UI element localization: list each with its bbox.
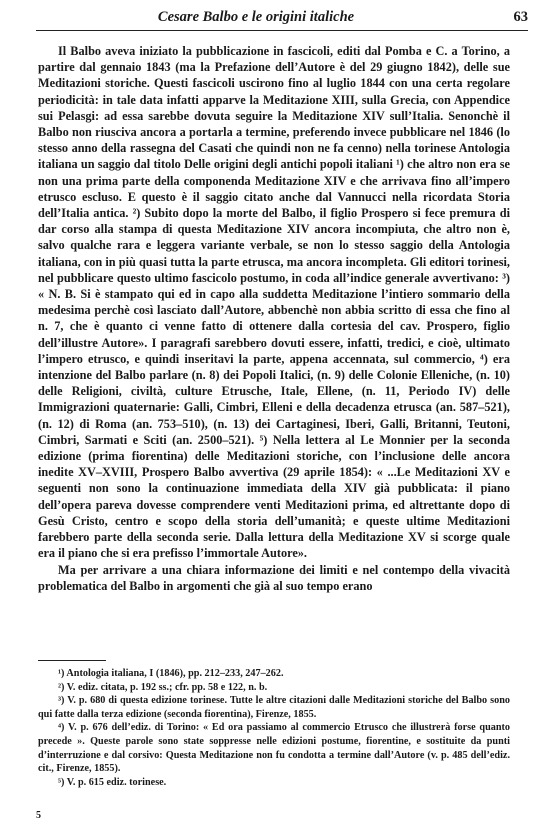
footnote-rule <box>38 660 106 661</box>
footnote-5: ⁵) V. p. 615 ediz. torinese. <box>58 776 167 788</box>
footnotes <box>38 667 510 789</box>
body-text <box>38 43 510 594</box>
signature-mark: 5 <box>36 810 41 821</box>
running-title: Cesare Balbo e le origini italiche <box>157 9 355 25</box>
header-rule <box>36 30 528 31</box>
footnote-4: ⁴) V. p. 676 dell’ediz. di Torino: « Ed ora passiamo al commercio Etrusco che illustrerà forse quanto precede ». Queste parole sono state soppresse nelle edizioni postume, fiorentine, e sostituite da punti d’interruzione e dal corsivo: Questa Meditazione non fu condotta a termine dall’Autore (v. p. 485 dell’ediz. cit., Firenze, 1855). <box>38 722 510 775</box>
page-header <box>36 5 528 27</box>
paragraph-1: Il Balbo aveva iniziato la pubblicazione in fascicoli, editi dal Pomba e C. a Torino, a partire dal gennaio 1843 (ma la Prefazione dell’Autore è del 29 giugno 1842), delle sue Meditazioni storiche. Questi fascicoli uscirono fino al luglio 1844 con una certa regolare periodicità: in tale data infatti apparve la Meditazione XIII, sulla Grecia, con Appendice sui Pelasgi: ad essa sarebbe dovuta seguire la Meditazione XIV sull’Italia. Senonchè il Balbo non riusciva ancora a portarla a termine, preferendo invece pubblicare nel 1846 (lo stesso anno della rassegna del Casati che quindi non ne fa cenno) nella torinese Antologia italiana un saggio dal titolo Delle origini degli antichi popoli italiani ¹) che altro non era se non una prima parte della componenda Meditazione XIV e che arrivava fino all’impero etrusco escluso. E questo è il saggio citato anche dal Vannucci nella ricordata Storia dell’Italia antica. ²) Subito dopo la morte del Balbo, il figlio Prospero si fece premura di dar corso alla stampa di questa Meditazione XIV ancora incompiuta, che altro non è, salvo qualche rara e leggera variante verbale, se non lo stesso saggio della Antologia italiana, con in più quasi tutta la parte etrusca, ma ancora incompleta. Gli editori torinesi, nel pubblicare questo ultimo fascicolo postumo, in coda all’indice generale avvertivano: ³) « N. B. Si è stampato qui ed in capo alla suddetta Meditazione l’intiero sommario della medesima perchè così lasciato dall’Autore, abbenchè non abbia scritto di essa che fino al n. 7, che è quanto ci venne fatto di ottenere dalla cortesia del cav. Prospero, figlio dell’illustre Autore». I paragrafi sarebbero dovuti essere, infatti, tredici, e cioè, ultimato l’impero etrusco, e quindi inseritavi la parte, appena accennata, sul commercio, ⁴) era intenzione del Balbo parlare (n. 8) dei Popoli Italici, (n. 9) delle Colonie Elleniche, (n. 10) delle Religioni, civiltà, culture Etrusche, Itale, Ellene, (n. 11, Periodo IV) delle Immigrazioni quaternarie: Galli, Cimbri, Elleni e della decadenza etrusca (an. 587–521), (n. 12) di Roma (an. 753–510), (n. 13) dei Cartaginesi, Iberi, Galli, Britanni, Teutoni, Cimbri, Sarmati e Sciti (an. 2500–521). ⁵) Nella lettera al Le Monnier per la seconda edizione (prima fiorentina) delle Meditazioni storiche, con l’inclusione delle ancora inedite XV–XVIII, Prospero Balbo avvertiva (29 aprile 1854): « ...Le Meditazioni XV e seguenti non sono la continuazione immediata della XIV già pubblicata: il piano dell’opera pareva dovesse comprendere venti Meditazioni prima, ed altrettante dopo di Gesù Cristo, centro e scopo della storia dell’umanità; e queste ultime Meditazioni farebbero parte della seconda serie. Dalla lettura della Meditazione XV si scorge quale era il piano che si era prefisso l’immortale Autore». <box>38 44 510 561</box>
page-number: 63 <box>513 9 528 25</box>
paragraph-2: Ma per arrivare a una chiara informazione dei limiti e nel contempo della vivacità problematica del Balbo in argomenti che già al suo tempo erano <box>38 562 510 593</box>
footnote-2: ²) V. ediz. citata, p. 192 ss.; cfr. pp. 58 e 122, n. b. <box>58 681 268 693</box>
footnote-1: ¹) Antologia italiana, I (1846), pp. 212–233, 247–262. <box>58 668 284 679</box>
footnote-3: ³) V. p. 680 di questa edizione torinese. Tutte le altre citazioni dalle Meditazioni storiche del Balbo sono qui fatte dalla terza edizione (seconda fiorentina), Firenze, 1855. <box>38 695 510 720</box>
